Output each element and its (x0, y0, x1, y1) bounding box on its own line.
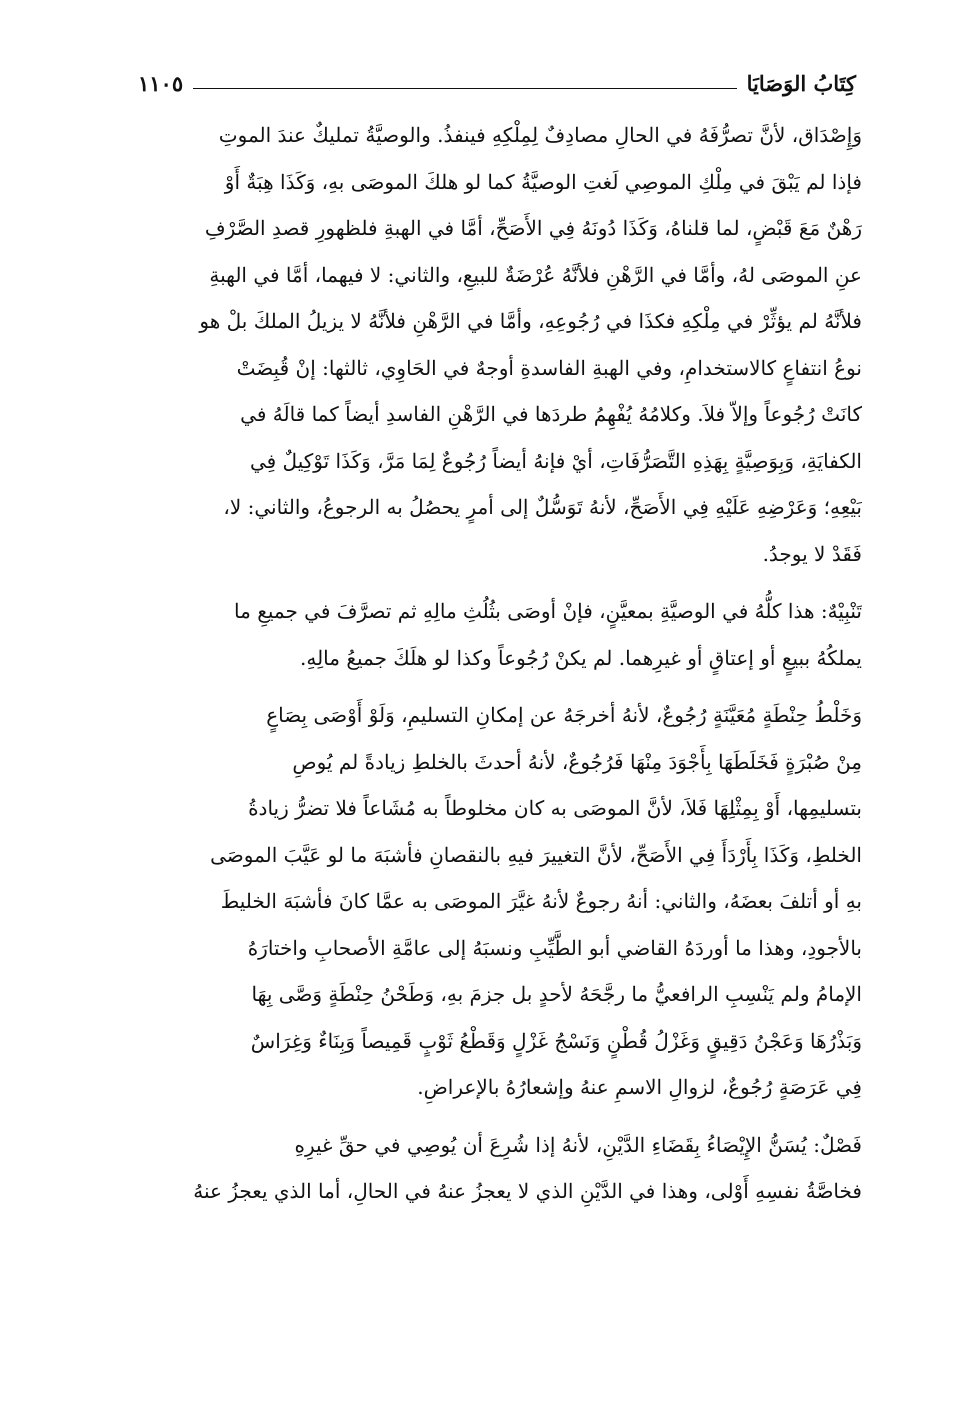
paragraph (138, 1122, 862, 1215)
text-line: يملكُهُ ببيعٍ أو إعتاقٍ أو غيرِهما. لم يكنْ رُجُوعاً وكذا لو هلَكَ جميعُ مالِهِ. (300, 645, 862, 670)
text-line: فلأنَّهُ لم يؤثِّرْ في مِلْكِهِ فكذَا في رُجُوعِهِ، وأمَّا في الرَّهْنِ فلأنَّهُ لا يزيلُ الملكَ بلْ هو (199, 309, 862, 333)
text-line: تَنْبِيْهٌ: هذا كلُّهُ في الوصيَّةِ بمعيَّنٍ، فإنْ أوصَى بثُلُثِ مالِهِ ثم تصرَّفَ في جميعِ ما (234, 599, 862, 623)
text-line: فَصْلٌ: يُسَنُّ الإِيْصَاءُ بِقَضَاءِ الدَّيْنِ، لأنهُ إذا شُرِعَ أن يُوصِي في حقِّ غيرِهِ (294, 1132, 862, 1157)
text-line: نوعُ انتفاعٍ كالاستخدامِ، وفي الهبةِ الفاسدةِ أوجهٌ في الحَاوِي، ثالثها: إنْ قُبِضَتْ (236, 355, 862, 380)
text-line: الإمامُ ولم يَنْسِبِ الرافعيُّ ما رجَّحَهُ لأحدٍ بل جزمَ بهِ، وَطَحْنُ حِنْطَةٍ وَصَّى بِهَا (251, 982, 862, 1006)
text-line: وَخَلْطُ حِنْطَةٍ مُعَيَّنَةٍ رُجُوعٌ، لأنهُ أخرجَهُ عن إمكانِ التسليمِ، وَلَوْ أَوْصَى بِصَاعٍ (266, 703, 862, 727)
text-line: فإذا لم يَبْقَ في مِلْكِ الموصِي لَغتِ الوصيَّةُ كما لو هلكَ الموصَى بهِ، وَكَذَا هِبَةٌ أَوْ (224, 169, 862, 194)
text-line: وَإِصْدَاق، لأنَّ تصرُّفَهُ في الحالِ مصادِفٌ لِمِلْكِهِ فينفذُ. والوصيَّةُ تمليكٌ عندَ الموتِ (218, 123, 862, 147)
paragraph (138, 692, 862, 1111)
text-line: مِنْ صُبْرَةٍ فَخَلَطَهَا بِأَجْوَدَ مِنْهَا فَرُجُوعٌ، لأنهُ أحدثَ بالخلطِ زيادةً لم يُوصِ (292, 749, 862, 774)
text-line: بتسليمِها، أَوْ بِمِثْلِهَا فَلاَ، لأنَّ الموصَى به كان مخلوطاً به مُشَاعاً فلا تضرُّ زيادةُ (248, 796, 862, 820)
text-line: فخاصَّةُ نفسِهِ أَوْلى، وهذا في الدَّيْنِ الذي لا يعجزُ عنهُ في الحالِ، أما الذي يعجزُ عنهُ (193, 1179, 862, 1203)
page-body (138, 112, 862, 1226)
text-line: فَقَدْ لا يوجدُ. (762, 541, 862, 566)
header-rule (193, 88, 737, 89)
text-line: الكفايَةِ، وَبِوَصِيَّةٍ بِهَذِهِ التَّصَرُّفَاتِ، أيْ فإنهُ أيضاً رُجُوعٌ لِمَا مَرَّ، وَكَذَا تَوْكِيلٌ فِي (249, 448, 862, 473)
text-line: بَيْعِهِ؛ وَعَرْضِهِ عَلَيْهِ فِي الأَصَحِّ، لأنهُ تَوَسُّلٌ إلى أمرٍ يحصُلُ به الرجوعُ، والثاني: لا، (223, 495, 862, 519)
text-line: وَبَذْرُهَا وَعَجْنُ دَقِيقٍ وَغَزْلُ قُطْنٍ وَنَسْجُ غَزْلٍ وَقَطْعُ ثَوْبٍ قَمِيصاً وَبِنَاءٌ وَغِرَاسٌ (250, 1028, 862, 1053)
text-line: كانَتْ رُجُوعاً وإلاّ فلاَ. وكلامُهُ يُفْهِمُ طردَها في الرَّهْنِ الفاسدِ أيضاً كما قالَهُ في (240, 402, 862, 426)
text-line: رَهْنٌ مَعَ قَبْضٍ، لما قلناهُ، وَكَذَا دُونَهُ فِي الأَصَحِّ، أمَّا في الهبةِ فلظهورِ قصدِ الصَّرْفِ (204, 216, 862, 240)
text-line: بالأجودِ، وهذا ما أوردَهُ القاضي أبو الطَّيِّبِ ونسبَهُ إلى عامَّةِ الأصحابِ واختارَهُ (247, 935, 862, 960)
running-title: كِتَابُ الوَصَايَا (746, 71, 856, 96)
text-line: بهِ أو أتلفَ بعضَهُ، والثاني: أنهُ رجوعٌ لأنهُ غيَّرَ الموصَى به عمَّا كانَ فأشبَهَ الخليطَ (220, 889, 862, 913)
page-number: ١١٠٥ (138, 71, 184, 96)
text-line: الخلطِ، وَكَذَا بِأَرْدَأَ فِي الأَصَحِّ، لأنَّ التغييرَ فيهِ بالنقصانِ فأشبَهَ ما لو عَيَّبَ الموصَى (210, 842, 862, 867)
paragraph (138, 588, 862, 681)
page-header (138, 56, 856, 96)
paragraph (138, 112, 862, 577)
text-line: عنِ الموصَى لهُ، وأمَّا في الرَّهْنِ فلأنَّهُ عُرْضَةٌ للبيعِ، والثاني: لا فيهما، أمَّا في الهبةِ (209, 262, 862, 287)
text-line: فِي عَرَصَةٍ رُجُوعٌ، لزوالِ الاسمِ عنهُ وإشعارُهُ بالإعراضِ. (417, 1075, 862, 1099)
